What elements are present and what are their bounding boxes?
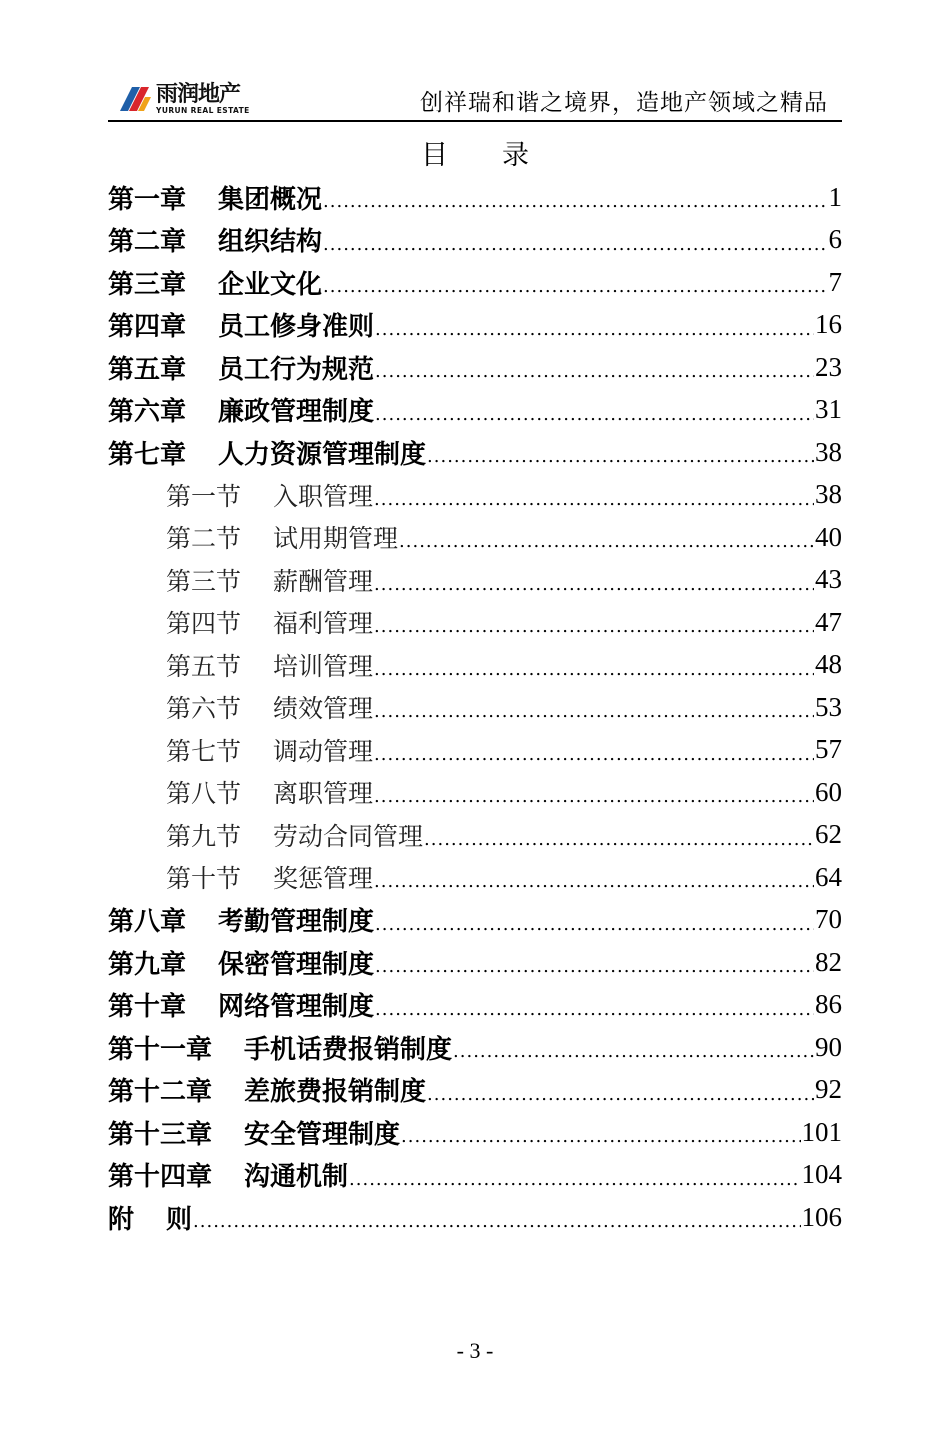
toc-entry-label <box>166 604 373 640</box>
toc-entry-name: 劳动合同管理 <box>273 821 424 851</box>
toc-entry-label <box>108 349 374 386</box>
toc-leader-dots <box>427 448 814 466</box>
toc-chapter-row[interactable] <box>108 941 842 984</box>
toc-chapter-row[interactable] <box>108 1069 842 1112</box>
toc-leader-dots <box>349 1171 800 1189</box>
toc-entry-number: 第十一章 <box>108 1034 213 1065</box>
toc-entry-name: 手机话费报销制度 <box>244 1034 453 1065</box>
toc-leader-dots <box>323 193 827 211</box>
toc-entry-number: 第四章 <box>108 312 187 343</box>
toc-leader-dots <box>427 1086 814 1104</box>
toc-leader-dots <box>193 1213 800 1231</box>
toc-entry-number: 第八节 <box>166 779 242 809</box>
toc-entry-label <box>108 1029 452 1066</box>
toc-entry-number: 第一节 <box>166 481 242 511</box>
toc-title <box>0 136 950 176</box>
toc-entry-name: 考勤管理制度 <box>218 907 375 938</box>
toc-entry-label <box>108 179 322 216</box>
toc-section-row[interactable] <box>108 644 842 687</box>
toc-entry-page: 47 <box>815 606 842 637</box>
toc-entry-name: 差旅费报销制度 <box>244 1077 427 1108</box>
toc-entry-label <box>166 689 373 725</box>
toc-section-row[interactable] <box>108 601 842 644</box>
toc-leader-dots <box>453 1043 814 1061</box>
toc-chapter-row[interactable] <box>108 176 842 219</box>
toc-entry-number: 第八章 <box>108 907 187 938</box>
toc-leader-dots <box>375 916 814 934</box>
toc-entry-page: 101 <box>801 1116 842 1147</box>
toc-chapter-row[interactable] <box>108 984 842 1027</box>
table-of-contents <box>108 176 842 1239</box>
toc-entry-page: 62 <box>815 819 842 850</box>
toc-entry-number: 第三章 <box>108 269 187 300</box>
toc-entry-label <box>166 477 373 513</box>
toc-entry-page: 7 <box>828 266 842 297</box>
toc-entry-number: 第七章 <box>108 439 187 470</box>
toc-entry-name: 网络管理制度 <box>218 992 375 1023</box>
logo-chinese-name: 雨润地产 <box>156 81 241 107</box>
toc-entry-label <box>166 817 423 853</box>
toc-chapter-row[interactable] <box>108 346 842 389</box>
toc-entry-number: 第二章 <box>108 227 187 258</box>
toc-entry-name: 则 <box>166 1204 193 1235</box>
toc-entry-number: 第六节 <box>166 694 242 724</box>
toc-leader-dots <box>323 278 827 296</box>
toc-entry-name: 薪酬管理 <box>273 566 374 596</box>
toc-entry-name: 人力资源管理制度 <box>218 439 427 470</box>
toc-entry-name: 组织结构 <box>218 227 323 258</box>
toc-entry-page: 40 <box>815 521 842 552</box>
toc-leader-dots <box>374 661 814 679</box>
toc-entry-number: 第五章 <box>108 354 187 385</box>
toc-title-left: 目 <box>421 140 448 171</box>
toc-leader-dots <box>401 1128 800 1146</box>
toc-leader-dots <box>399 533 814 551</box>
toc-entry-page: 57 <box>815 734 842 765</box>
toc-entry-page: 86 <box>815 989 842 1020</box>
toc-section-row[interactable] <box>108 559 842 602</box>
toc-section-row[interactable] <box>108 856 842 899</box>
toc-leader-dots <box>375 363 814 381</box>
toc-entry-label <box>108 391 374 428</box>
toc-entry-number: 第十四章 <box>108 1162 213 1193</box>
toc-entry-number: 第一章 <box>108 184 187 215</box>
toc-chapter-row[interactable] <box>108 1154 842 1197</box>
toc-entry-page: 64 <box>815 861 842 892</box>
toc-entry-page: 60 <box>815 776 842 807</box>
toc-entry-label <box>108 1199 192 1236</box>
toc-leader-dots <box>424 831 814 849</box>
toc-entry-label <box>108 221 322 258</box>
toc-entry-label <box>166 647 373 683</box>
toc-leader-dots <box>374 576 814 594</box>
toc-entry-label <box>108 1071 426 1108</box>
toc-entry-number: 第九节 <box>166 821 242 851</box>
toc-entry-name: 调动管理 <box>273 736 374 766</box>
toc-entry-page: 82 <box>815 946 842 977</box>
toc-entry-page: 70 <box>815 904 842 935</box>
toc-entry-label <box>166 562 373 598</box>
toc-entry-number: 第十节 <box>166 864 242 894</box>
toc-entry-label <box>108 1114 400 1151</box>
toc-entry-name: 集团概况 <box>218 184 323 215</box>
company-logo <box>118 81 250 115</box>
toc-entry-label <box>166 519 398 555</box>
toc-entry-name: 安全管理制度 <box>244 1119 401 1150</box>
toc-chapter-row[interactable] <box>108 899 842 942</box>
toc-entry-number: 第十三章 <box>108 1119 213 1150</box>
toc-leader-dots <box>375 406 814 424</box>
logo-english-name: YURUN REAL ESTATE <box>156 105 250 115</box>
toc-chapter-row[interactable] <box>108 431 842 474</box>
toc-entry-name: 企业文化 <box>218 269 323 300</box>
toc-leader-dots <box>374 703 814 721</box>
toc-entry-number: 附 <box>108 1204 135 1235</box>
header-slogan: 创祥瑞和谐之境界，造地产领域之精品 <box>420 90 828 116</box>
toc-entry-number: 第六章 <box>108 397 187 428</box>
toc-chapter-row[interactable] <box>108 219 842 262</box>
toc-section-row[interactable] <box>108 729 842 772</box>
toc-entry-page: 6 <box>828 224 842 255</box>
toc-entry-page: 38 <box>815 479 842 510</box>
toc-entry-label <box>166 732 373 768</box>
toc-entry-page: 92 <box>815 1074 842 1105</box>
toc-entry-page: 48 <box>815 649 842 680</box>
toc-entry-name: 入职管理 <box>273 481 374 511</box>
toc-chapter-row[interactable] <box>108 1196 842 1239</box>
toc-entry-number: 第十二章 <box>108 1077 213 1108</box>
toc-entry-number: 第十章 <box>108 992 187 1023</box>
toc-entry-name: 离职管理 <box>273 779 374 809</box>
toc-leader-dots <box>374 788 814 806</box>
toc-entry-name: 员工行为规范 <box>218 354 375 385</box>
toc-entry-label <box>108 264 322 301</box>
toc-section-row[interactable] <box>108 474 842 517</box>
toc-entry-label <box>108 1156 348 1193</box>
toc-chapter-row[interactable] <box>108 304 842 347</box>
toc-entry-number: 第五节 <box>166 651 242 681</box>
toc-section-row[interactable] <box>108 686 842 729</box>
toc-leader-dots <box>323 236 827 254</box>
toc-entry-page: 53 <box>815 691 842 722</box>
toc-entry-number: 第四节 <box>166 609 242 639</box>
toc-entry-page: 38 <box>815 436 842 467</box>
toc-entry-name: 员工修身准则 <box>218 312 375 343</box>
toc-entry-label <box>166 774 373 810</box>
toc-chapter-row[interactable] <box>108 389 842 432</box>
toc-chapter-row[interactable] <box>108 1026 842 1069</box>
toc-chapter-row[interactable] <box>108 1111 842 1154</box>
toc-entry-page: 1 <box>828 181 842 212</box>
toc-entry-label <box>108 901 374 938</box>
toc-entry-name: 培训管理 <box>273 651 374 681</box>
toc-entry-name: 绩效管理 <box>273 694 374 724</box>
page-header <box>108 78 842 122</box>
toc-entry-label <box>108 986 374 1023</box>
toc-entry-number: 第三节 <box>166 566 242 596</box>
toc-entry-label <box>108 944 374 981</box>
toc-entry-page: 43 <box>815 564 842 595</box>
toc-entry-page: 16 <box>815 309 842 340</box>
toc-entry-name: 廉政管理制度 <box>218 397 375 428</box>
toc-leader-dots <box>374 873 814 891</box>
toc-section-row[interactable] <box>108 814 842 857</box>
toc-leader-dots <box>374 491 814 509</box>
toc-entry-name: 保密管理制度 <box>218 949 375 980</box>
toc-title-right: 录 <box>502 140 529 171</box>
toc-entry-page: 104 <box>801 1159 842 1190</box>
toc-entry-page: 90 <box>815 1031 842 1062</box>
toc-entry-label <box>108 434 426 471</box>
toc-entry-label <box>108 306 374 343</box>
toc-leader-dots <box>374 746 814 764</box>
toc-entry-name: 福利管理 <box>273 609 374 639</box>
toc-leader-dots <box>374 618 814 636</box>
toc-section-row[interactable] <box>108 516 842 559</box>
toc-entry-number: 第七节 <box>166 736 242 766</box>
toc-leader-dots <box>375 321 814 339</box>
toc-chapter-row[interactable] <box>108 261 842 304</box>
toc-entry-name: 沟通机制 <box>244 1162 349 1193</box>
page-number: - 3 - <box>456 1338 494 1363</box>
logo-mark-icon <box>118 85 152 113</box>
toc-leader-dots <box>375 1001 814 1019</box>
toc-entry-name: 奖惩管理 <box>273 864 374 894</box>
toc-entry-label <box>166 859 373 895</box>
toc-entry-number: 第九章 <box>108 949 187 980</box>
toc-section-row[interactable] <box>108 771 842 814</box>
toc-entry-number: 第二节 <box>166 524 242 554</box>
toc-entry-page: 106 <box>801 1201 842 1232</box>
toc-entry-page: 23 <box>815 351 842 382</box>
toc-entry-page: 31 <box>815 394 842 425</box>
toc-entry-name: 试用期管理 <box>273 524 399 554</box>
toc-leader-dots <box>375 958 814 976</box>
